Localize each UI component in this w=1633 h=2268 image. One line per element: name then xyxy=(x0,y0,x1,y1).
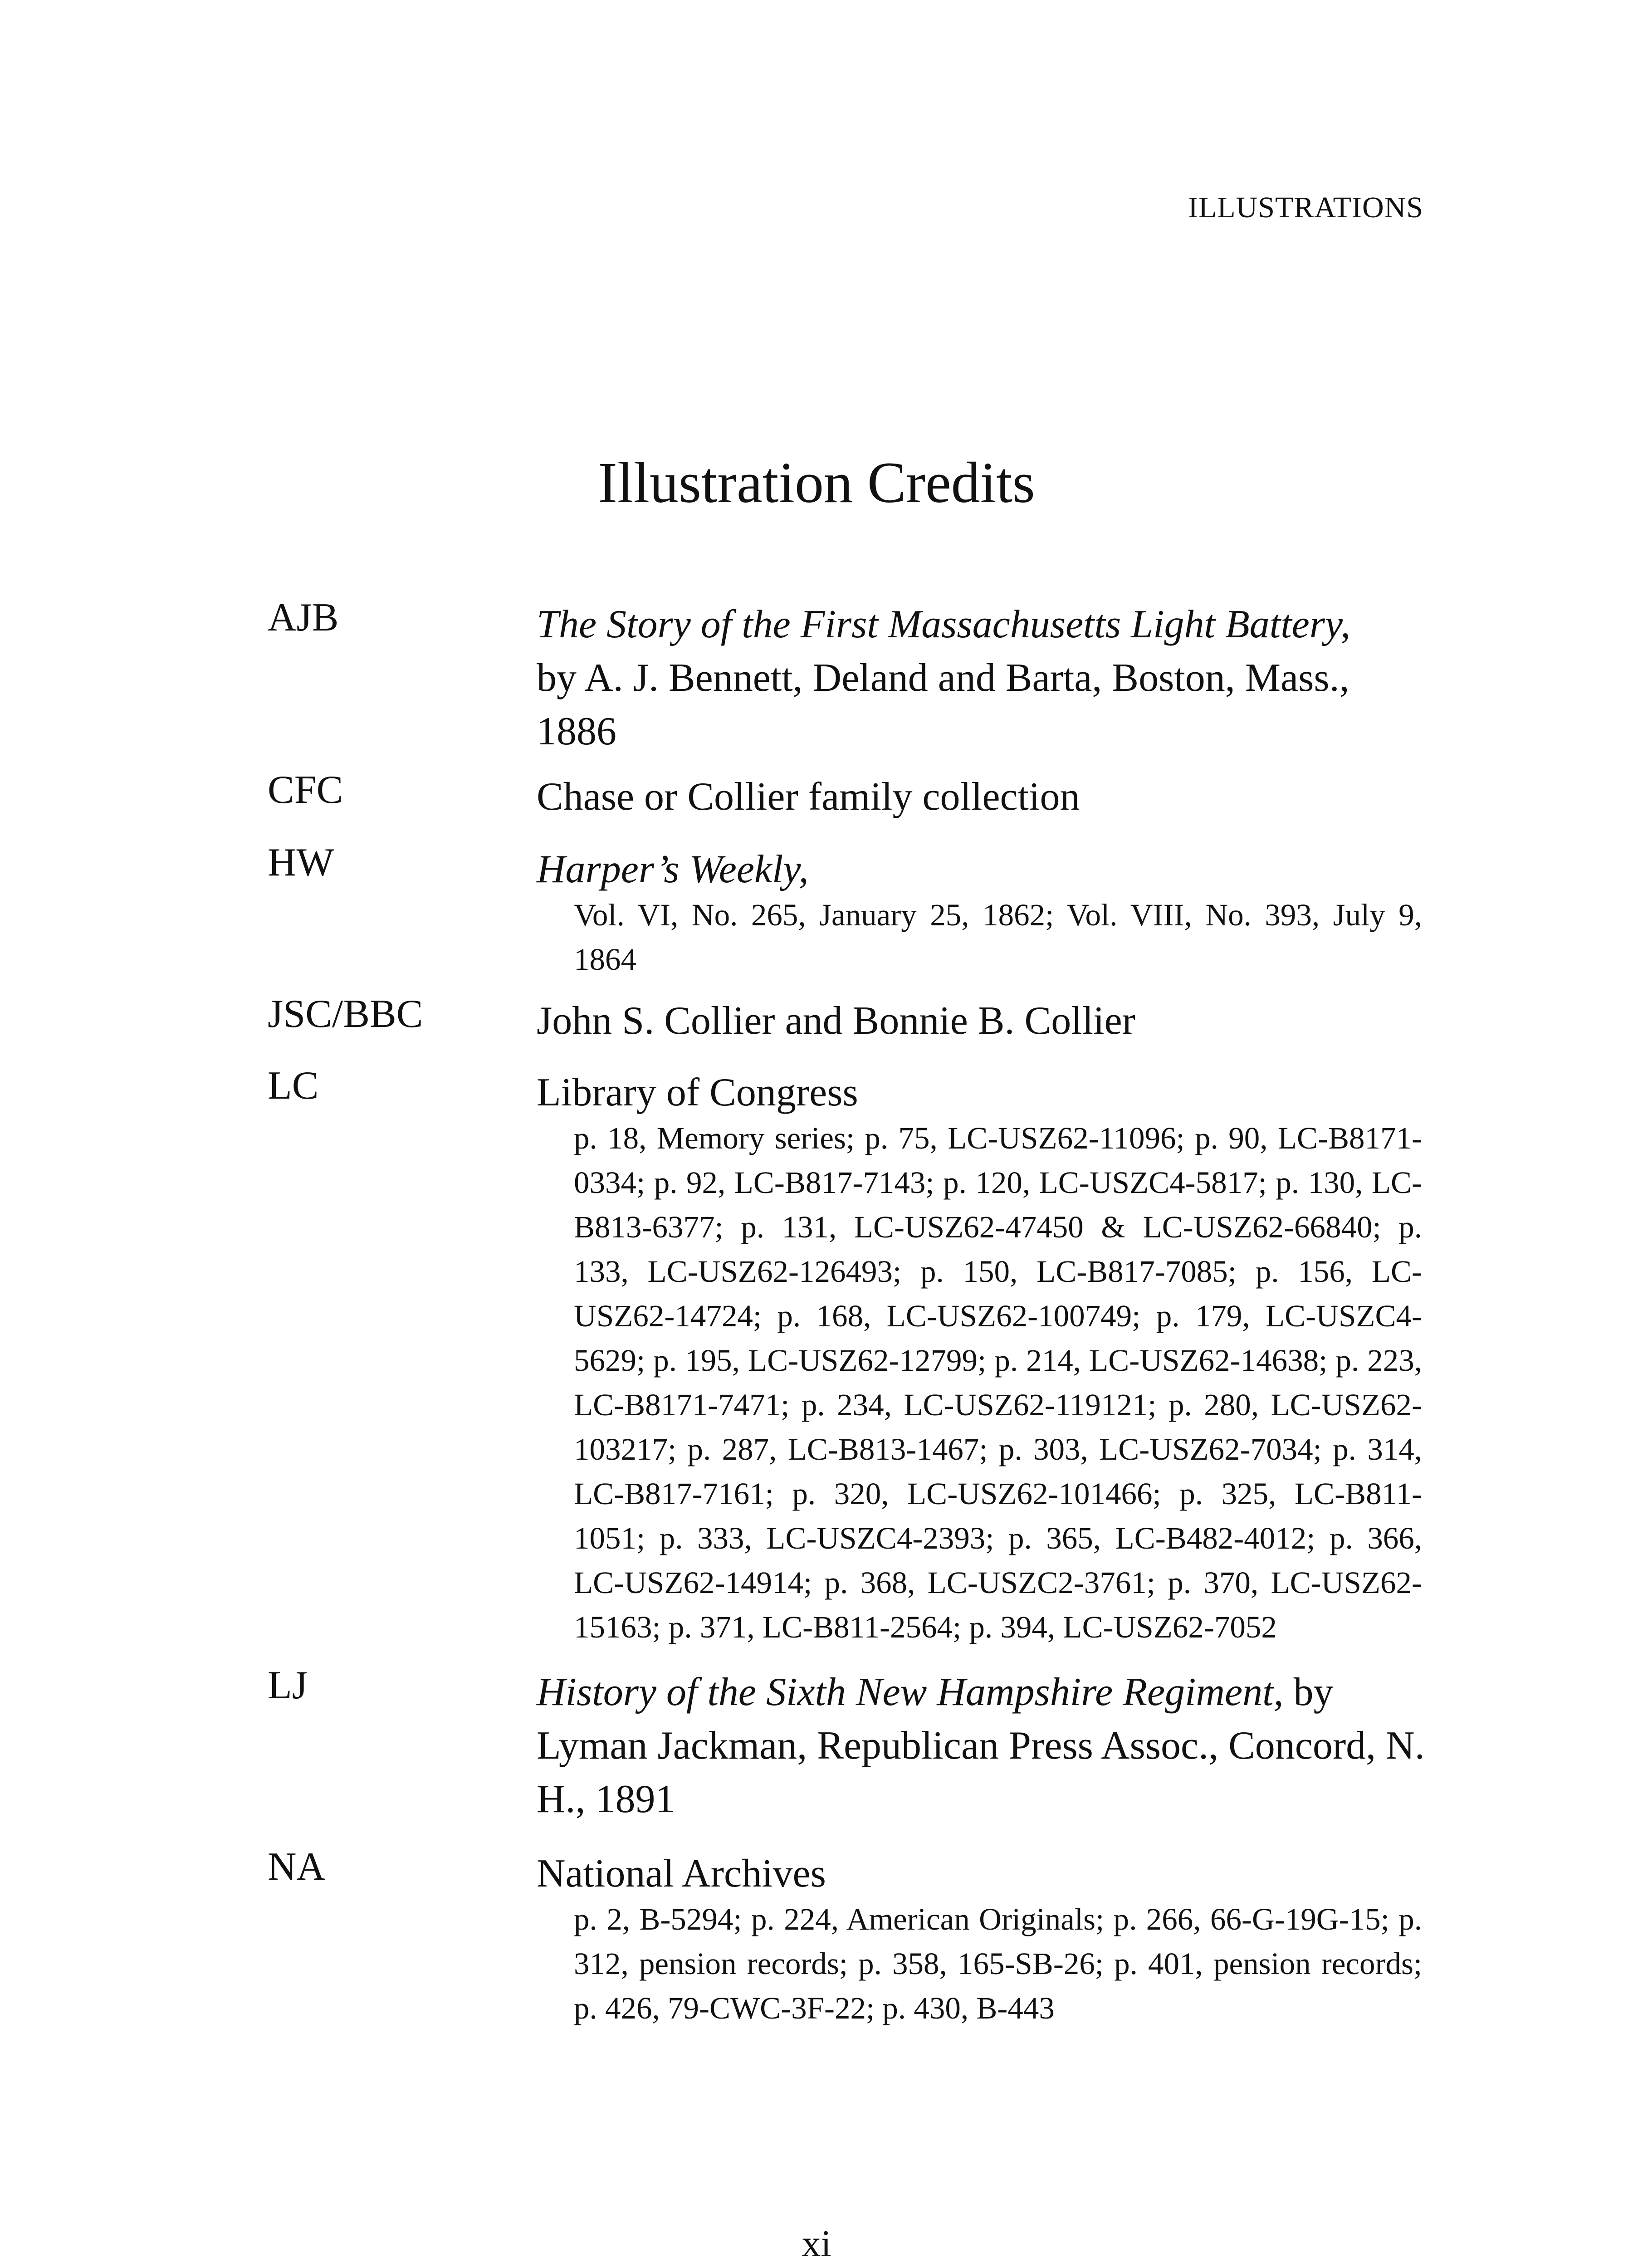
credit-source: National Archives xyxy=(537,1852,826,1896)
credit-source: Library of Congress xyxy=(537,1070,858,1114)
credit-source: Chase or Collier family collection xyxy=(537,775,1080,819)
credit-abbreviation: HW xyxy=(268,841,334,885)
credit-source-imprint: by Lyman Jackman, Republican Press Assoc., Concord, N. H., 1891 xyxy=(537,1670,1425,1821)
credit-source xyxy=(537,598,1430,758)
credit-source-title: The Story of the First Massachusetts Light Battery, xyxy=(537,602,1351,646)
credit-abbreviation: NA xyxy=(268,1845,326,1889)
credit-details: Vol. VI, No. 265, January 25, 1862; Vol. VIII, No. 393, July 9, 1864 xyxy=(574,898,1422,977)
credit-source-imprint: by A. J. Bennett, Deland and Barta, Boston, Mass., 1886 xyxy=(537,656,1349,753)
credit-abbreviation: JSC/BBC xyxy=(268,992,423,1036)
credit-source xyxy=(537,1666,1430,1826)
credit-source: John S. Collier and Bonnie B. Collier xyxy=(537,999,1135,1043)
credit-details: p. 2, B-5294; p. 224, American Originals; p. 266, 66-G-19G-15; p. 312, pension records; p. 358, 165-SB-26; p. 401, pension records; p. 426, 79-CWC-3F-22; p. 430, B-443 xyxy=(574,1902,1422,2025)
credit-abbreviation: LC xyxy=(268,1064,319,1108)
credit-abbreviation: LJ xyxy=(268,1663,308,1707)
credit-abbreviation: AJB xyxy=(268,596,339,640)
credit-source-title: History of the Sixth New Hampshire Regiment, xyxy=(537,1670,1284,1714)
credit-details: p. 18, Memory series; p. 75, LC-USZ62-11096; p. 90, LC-B8171-0334; p. 92, LC-B817-7143; p. 120, LC-USZC4-5817; p. 130, LC-B813-6377; p. 131, LC-USZ62-47450 & LC-USZ62-66840; p. 133, LC-USZ62-126493; p. 150, LC-B817-7085; p. 156, LC-USZ62-14724; p. 168, LC-USZ62-100749; p. 179, LC-USZC4-5629; p. 195, LC-USZ62-12799; p. 214, LC-USZ62-14638; p. 223, LC-B8171-7471; p. 234, LC-USZ62-119121; p. 280, LC-USZ62-103217; p. 287, LC-B813-1467; p. 303, LC-USZ62-7034; p. 314, LC-B817-7161; p. 320, LC-USZ62-101466; p. 325, LC-B811-1051; p. 333, LC-USZC4-2393; p. 365, LC-B482-4012; p. 366, LC-USZ62-14914; p. 368, LC-USZC2-3761; p. 370, LC-USZ62-15163; p. 371, LC-B811-2564; p. 394, LC-USZ62-7052 xyxy=(574,1121,1422,1644)
page-title: Illustration Credits xyxy=(598,450,1035,515)
credit-source: Harper’s Weekly, xyxy=(537,847,809,891)
running-head: ILLUSTRATIONS xyxy=(1188,191,1423,224)
credit-abbreviation: CFC xyxy=(268,768,343,812)
page-number: xi xyxy=(802,2223,831,2265)
